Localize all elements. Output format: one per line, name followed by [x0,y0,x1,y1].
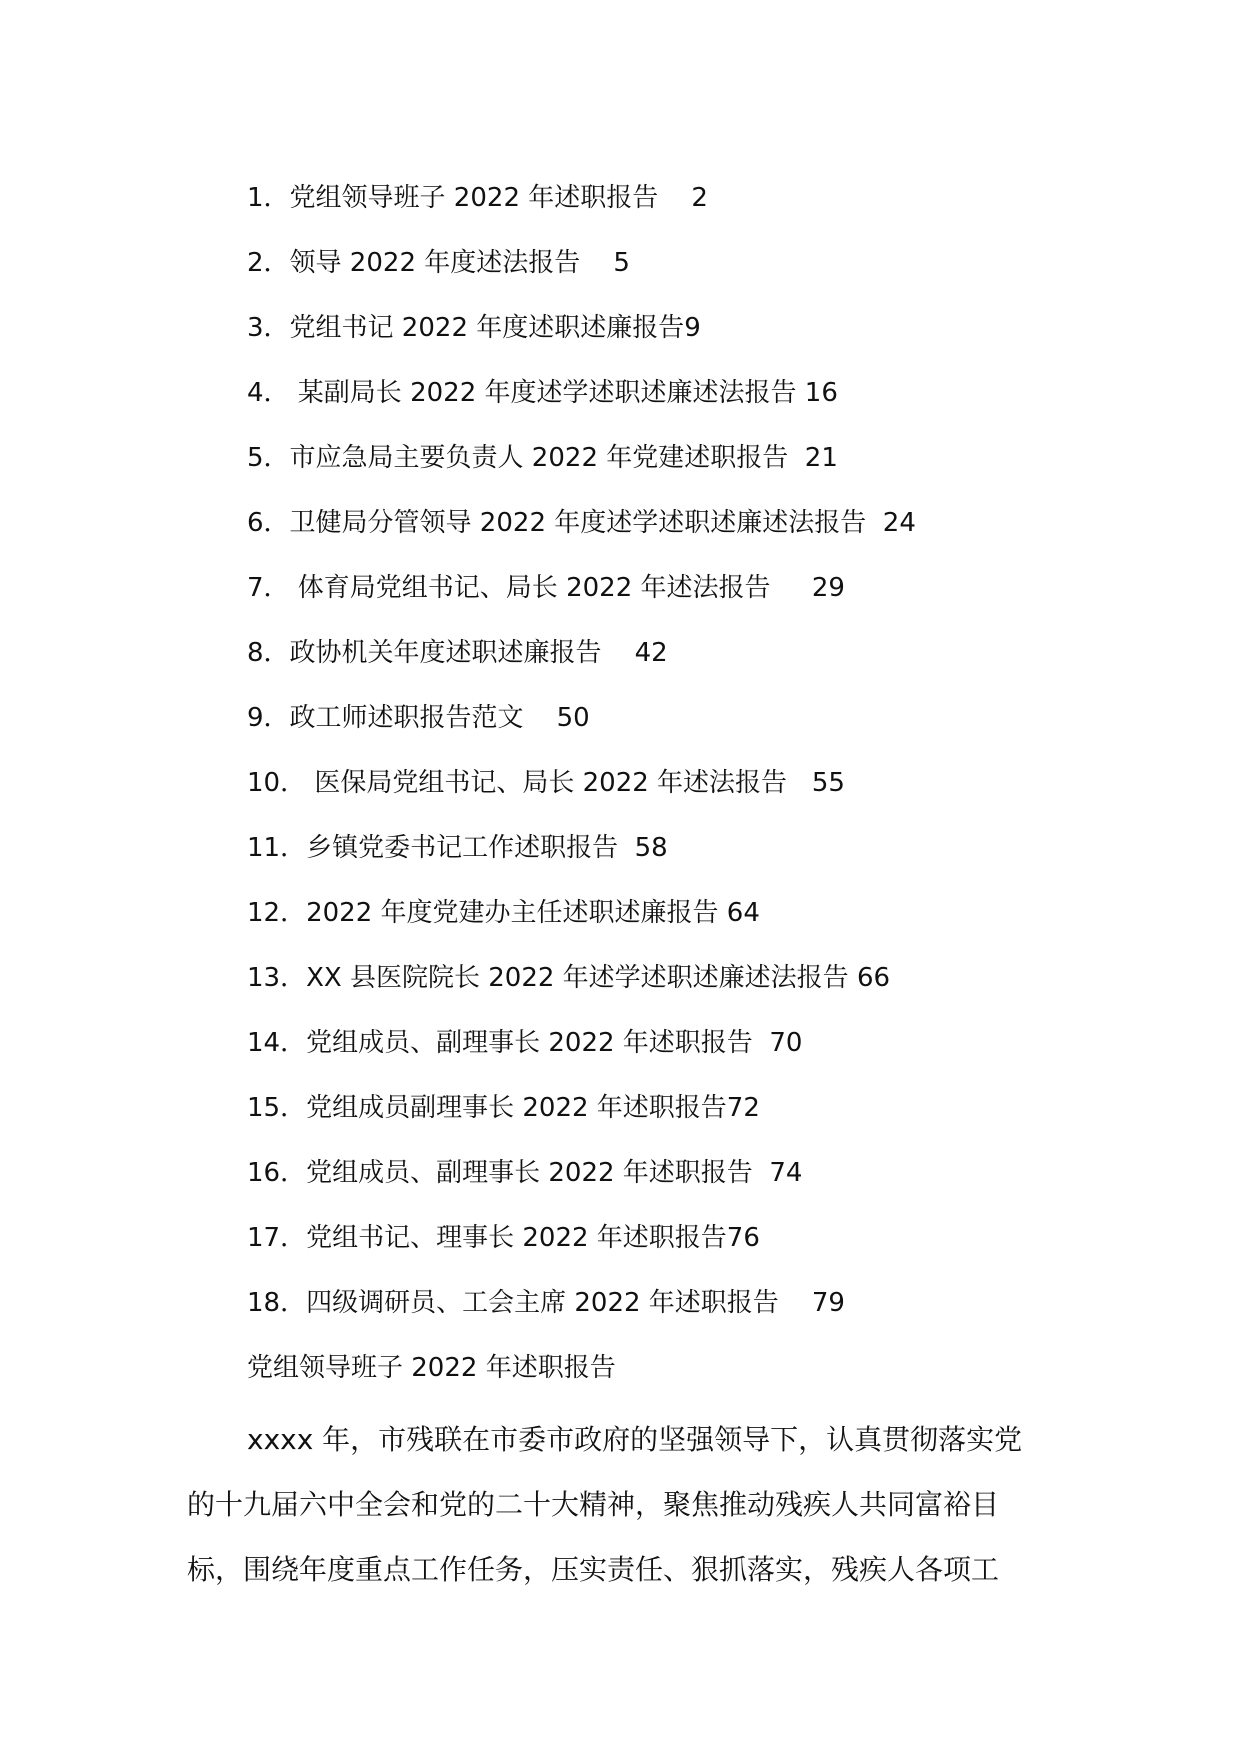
toc-entry-title: 政协机关年度述职述廉报告 [289,638,602,668]
toc-entry-page: 66 [856,963,891,993]
toc-entry-page: 5 [613,248,630,278]
toc-entry-separator [849,963,857,993]
toc-entry-number: 15． [247,1093,307,1123]
toc-entry-page: 42 [634,638,668,668]
toc-entry-separator [788,443,805,473]
toc-entry-number: 2． [247,248,290,278]
toc-entry[interactable] [247,1088,916,1153]
toc-entry-number: 6． [247,508,290,538]
toc-entry-number: 18． [247,1288,307,1318]
toc-entry-page: 76 [726,1223,760,1253]
toc-entry-title: 体育局党组书记、局长 2022 年述法报告 [289,573,771,603]
toc-entry-title: 某副局长 2022 年度述学述职述廉述法报告 [289,378,797,408]
body-paragraph [187,1407,1053,1602]
toc-entry-title: 四级调研员、工会主席 2022 年述职报告 [306,1288,779,1318]
toc-entry[interactable] [247,373,916,438]
toc-entry[interactable] [247,503,916,568]
toc-entry-page: 29 [811,573,845,603]
toc-entry-title: 党组领导班子 2022 年述职报告 [289,183,659,213]
toc-entry-title: 2022 年度党建办主任述职述廉报告 [306,898,719,928]
toc-entry-title: 市应急局主要负责人 2022 年党建述职报告 [289,443,789,473]
toc-entry-separator [866,508,883,538]
toc-entry-separator [580,248,613,278]
toc-entry-number: 17． [247,1223,307,1253]
toc-entry[interactable] [247,1153,916,1218]
section-heading: 党组领导班子 2022 年述职报告 [247,1353,616,1383]
toc-entry-page: 21 [804,443,838,473]
toc-entry-title: 政工师述职报告范文 [289,703,524,733]
toc-entry-number: 4． [247,378,290,408]
toc-entry[interactable] [247,178,916,243]
table-of-contents [247,178,916,1348]
toc-entry-page: 64 [726,898,760,928]
body-line: xxxx 年，市残联在市委市政府的坚强领导下，认真贯彻落实党 [247,1423,1023,1456]
toc-entry-page: 9 [684,313,701,343]
toc-entry[interactable] [247,308,916,373]
toc-entry-title: 领导 2022 年度述法报告 [289,248,581,278]
toc-entry-separator [524,703,557,733]
toc-entry-number: 16． [247,1158,307,1188]
body-line: 的十九届六中全会和党的二十大精神，聚焦推动残疾人共同富裕目 [187,1488,1000,1521]
toc-entry-separator [719,898,727,928]
toc-entry-separator [618,833,635,863]
toc-entry[interactable] [247,1023,916,1088]
toc-entry-title: 党组成员、副理事长 2022 年述职报告 [306,1028,753,1058]
toc-entry-page: 50 [556,703,590,733]
toc-entry-page: 70 [769,1028,803,1058]
toc-entry[interactable] [247,243,916,308]
toc-entry[interactable] [247,1218,916,1283]
body-line: 标，围绕年度重点工作任务，压实责任、狠抓落实，残疾人各项工 [187,1553,1000,1586]
toc-entry[interactable] [247,698,916,763]
toc-entry-number: 3． [247,313,290,343]
toc-entry-separator [771,573,812,603]
toc-entry[interactable] [247,633,916,698]
toc-entry-number: 5． [247,443,290,473]
toc-entry-separator [787,768,812,798]
toc-entry-title: 乡镇党委书记工作述职报告 [306,833,619,863]
toc-entry-page: 55 [811,768,845,798]
toc-entry-page: 2 [691,183,708,213]
toc-entry-separator [779,1288,812,1318]
toc-entry-page: 79 [811,1288,845,1318]
toc-entry-title: 党组书记、理事长 2022 年述职报告 [306,1223,727,1253]
toc-entry-separator [753,1028,770,1058]
toc-entry-separator [797,378,805,408]
toc-entry-separator [602,638,635,668]
toc-entry-number: 12． [247,898,307,928]
toc-entry-separator [753,1158,770,1188]
toc-entry[interactable] [247,893,916,958]
toc-entry-title: 党组成员副理事长 2022 年述职报告 [306,1093,727,1123]
toc-entry[interactable] [247,763,916,828]
toc-entry-title: 卫健局分管领导 2022 年度述学述职述廉述法报告 [289,508,867,538]
toc-entry-title: XX 县医院院长 2022 年述学述职述廉述法报告 [306,963,849,993]
toc-entry-page: 58 [634,833,668,863]
toc-entry-number: 1． [247,183,290,213]
toc-entry-title: 党组成员、副理事长 2022 年述职报告 [306,1158,753,1188]
toc-entry[interactable] [247,1283,916,1348]
toc-entry-page: 74 [769,1158,803,1188]
toc-entry-title: 医保局党组书记、局长 2022 年述法报告 [306,768,788,798]
toc-entry-page: 16 [804,378,838,408]
toc-entry-number: 14． [247,1028,307,1058]
toc-entry-number: 11． [247,833,307,863]
toc-entry-number: 9． [247,703,290,733]
toc-entry-number: 8． [247,638,290,668]
toc-entry-page: 24 [882,508,916,538]
toc-entry-separator [658,183,691,213]
toc-entry[interactable] [247,828,916,893]
toc-entry-title: 党组书记 2022 年度述职述廉报告 [289,313,685,343]
toc-entry[interactable] [247,958,916,1023]
toc-entry[interactable] [247,568,916,633]
toc-entry-number: 10． [247,768,307,798]
toc-entry[interactable] [247,438,916,503]
toc-entry-page: 72 [726,1093,760,1123]
toc-entry-number: 7． [247,573,290,603]
toc-entry-number: 13． [247,963,307,993]
